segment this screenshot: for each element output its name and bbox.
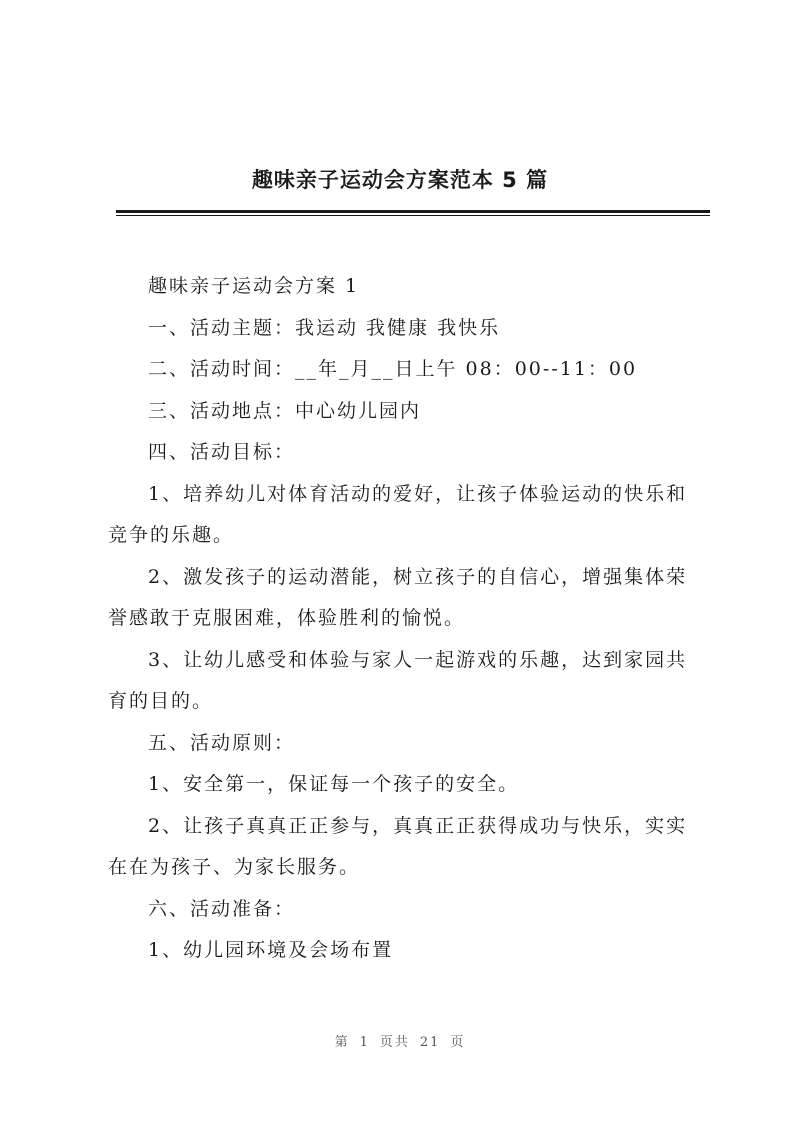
paragraph-principle-2: 2、让孩子真真正正参与，真真正正获得成功与快乐，实实在在为孩子、为家长服务。 [108,814,688,878]
paragraph-principle-1: 1、安全第一，保证每一个孩子的安全。 [148,773,520,795]
footer-page-number: 1 [359,1035,370,1050]
paragraph-goal-1: 1、培养幼儿对体育活动的爱好，让孩子体验运动的快乐和竞争的乐趣。 [108,482,688,546]
paragraph-goal-2: 2、激发孩子的运动潜能，树立孩子的自信心，增强集体荣誉感敢于克服困难，体验胜利的愉悦。 [108,565,688,629]
paragraph-goals-heading: 四、活动目标： [148,441,296,463]
page-footer [0,1031,800,1050]
title-divider [116,210,710,213]
paragraph-goal-3: 3、让幼儿感受和体验与家人一起游戏的乐趣，达到家园共育的目的。 [108,648,688,712]
document-title: 趣味亲子运动会方案范本 5 篇 [251,168,549,192]
paragraph-preparation-heading: 六、活动准备： [148,897,296,920]
footer-suffix: 页 [450,1035,466,1050]
paragraph-preparation-1: 1、幼儿园环境及会场布置 [148,939,394,961]
paragraph-time: 二、活动时间：__年_月__日上午 08：00--11：00 [148,358,638,380]
title-divider-thin [116,215,710,216]
paragraph-principles-heading: 五、活动原则： [148,731,296,754]
footer-prefix: 第 [334,1035,350,1050]
footer-total-pages: 21 [419,1035,441,1050]
document-body [108,266,700,972]
footer-mid: 页共 [379,1035,410,1050]
paragraph-location: 三、活动地点：中心幼儿园内 [148,399,422,422]
paragraph-theme: 一、活动主题：我运动 我健康 我快乐 [148,316,501,339]
paragraph-plan-heading: 趣味亲子运动会方案 1 [148,275,360,297]
